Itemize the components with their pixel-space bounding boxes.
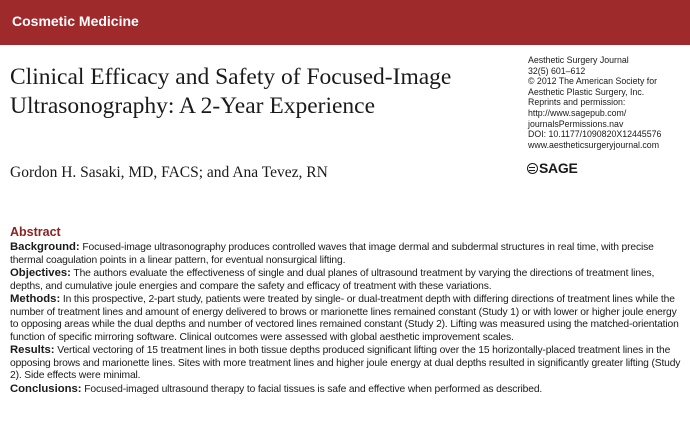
abstract-section-text: Focused-imaged ultrasound therapy to facial tissues is safe and effective when performed as described.: [81, 383, 543, 395]
journal-volume-pages: 32(5) 601–612: [528, 65, 586, 76]
abstract-background: [10, 241, 682, 267]
article-title: [10, 63, 515, 121]
copyright-holder: Aesthetic Plastic Surgery, Inc.: [528, 86, 645, 97]
publisher-name: SAGE: [539, 160, 578, 176]
section-label: Cosmetic Medicine: [12, 13, 139, 29]
abstract-methods: [10, 293, 682, 344]
abstract-conclusions: [10, 383, 682, 397]
doi[interactable]: DOI: 10.1177/1090820X12445576: [528, 129, 662, 140]
journal-info: [528, 55, 688, 150]
abstract-section-text: The authors evaluate the effectiveness of single and dual planes of ultrasound treatment by varying the directions of treatment lines, depths, and cumulative joule energies and compare the safety and efficacy of treatment with these variations.: [10, 268, 655, 292]
reprints-url-path[interactable]: journalsPermissions.nav: [528, 118, 624, 129]
sage-logo-icon: [527, 163, 538, 174]
journal-website[interactable]: www.aestheticsurgeryjournal.com: [528, 139, 660, 150]
abstract-results: [10, 344, 682, 383]
publisher-logo: [527, 160, 577, 176]
abstract-section-label: Methods:: [10, 293, 61, 305]
abstract-section-label: Objectives:: [10, 267, 71, 279]
reprints-label[interactable]: Reprints and permission:: [528, 97, 626, 108]
copyright-line: © 2012 The American Society for: [528, 76, 658, 87]
abstract-objectives: [10, 267, 682, 293]
abstract-section-text: In this prospective, 2-part study, patients were treated by single- or dual-treatment depth with differing directions of treatment lines while the number of treatment lines and amount of energy delivered to brows or marionette lines remained constant (Study 1) or with lower or higher joule energy to opposing areas while the dual depths and number of vectored lines remained constant (Study 2). Lifting was measured using the matched-orientation function of specific mirroring software. Clinical outcomes were assessed with global aesthetic improvement scales.: [10, 294, 679, 343]
article-title-line-2: Ultrasonography: A 2-Year Experience: [10, 93, 376, 119]
section-banner: [0, 0, 690, 45]
reprints-url[interactable]: http://www.sagepub.com/: [528, 107, 627, 118]
article-title-line-1: Clinical Efficacy and Safety of Focused-Image: [10, 64, 452, 90]
abstract-body: [10, 241, 682, 396]
abstract-heading: Abstract: [10, 225, 61, 239]
abstract-section-text: Focused-image ultrasonography produces controlled waves that image dermal and subdermal structures in real time, with precise thermal coagulation points in a linear pattern, for eventual nonsurgical lifting.: [10, 242, 654, 266]
abstract-section-label: Conclusions:: [10, 382, 82, 395]
article-authors: Gordon H. Sasaki, MD, FACS; and Ana Tevez, RN: [10, 164, 328, 181]
abstract-section-label: Background:: [10, 241, 80, 253]
abstract-section-text: Vertical vectoring of 15 treatment lines in both tissue depths produced significant lifting over the 15 horizontally-placed treatment lines in the opposing brows and marionette lines. Sites with more treatment lines and higher joule energy at dual depths resulted in significantly greater lifting (Study 2). Side effects were minimal.: [10, 345, 681, 381]
journal-name: Aesthetic Surgery Journal: [528, 55, 629, 65]
abstract-section-label: Results:: [10, 344, 55, 356]
